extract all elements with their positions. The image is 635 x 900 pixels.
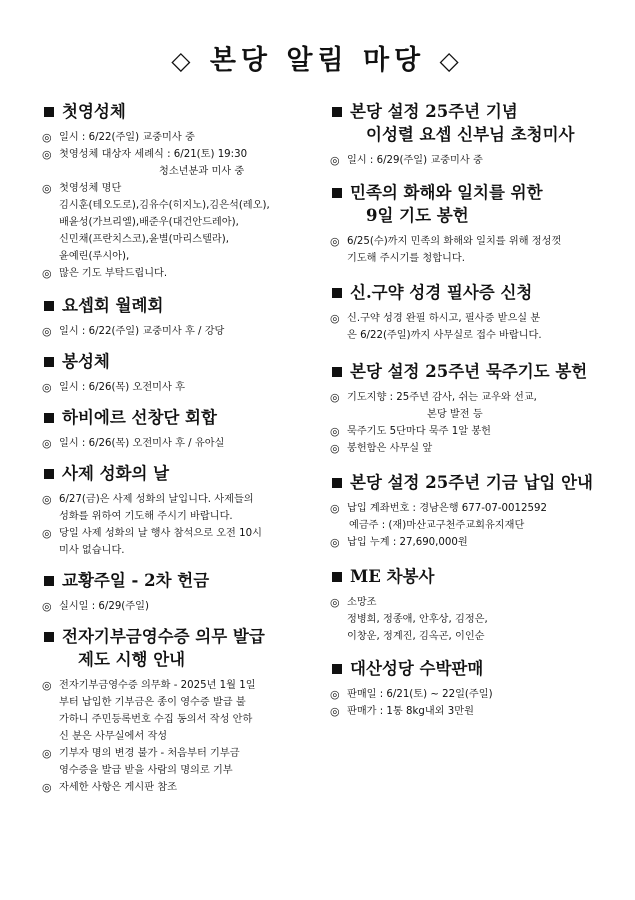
double-circle-bullet-icon: ◎	[330, 312, 340, 325]
notice-text: 본당 발전 등	[427, 409, 483, 420]
notice-section	[42, 294, 310, 340]
double-circle-bullet-icon: ◎	[42, 493, 52, 506]
notice-text: 일시 : 6/22(주일) 교중미사 후 / 강당	[59, 326, 225, 337]
notice-text: 6/25(수)까지 민족의 화해와 일치를 위해 정성껏	[347, 236, 562, 247]
double-circle-bullet-icon: ◎	[330, 235, 340, 248]
notice-text: 일시 : 6/29(주일) 교중미사 중	[347, 155, 483, 166]
double-circle-bullet-icon: ◎	[42, 747, 52, 760]
diamond-left-icon: ◇	[171, 46, 196, 75]
double-circle-bullet-icon: ◎	[42, 437, 52, 450]
notice-text: 일시 : 6/22(주일) 교중미사 중	[59, 132, 195, 143]
notice-text: 예금주 : (재)마산교구천주교회유지재단	[349, 520, 525, 531]
square-bullet-icon	[332, 478, 342, 488]
notice-text: 배윤성(가브리엘),배준우(대건안드레아),	[59, 217, 239, 228]
double-circle-bullet-icon: ◎	[42, 182, 52, 195]
notice-text: 봉헌함은 사무실 앞	[347, 443, 433, 454]
notice-item	[42, 379, 310, 396]
notice-item	[330, 534, 600, 551]
notice-item	[42, 180, 310, 265]
section-heading-text: 교황주일 - 2차 헌금	[62, 571, 210, 590]
notice-text: 청소년분과 미사 중	[159, 166, 245, 177]
notice-text: 정병희, 정종애, 안후상, 김정은,	[347, 614, 488, 625]
notice-item	[42, 677, 310, 745]
page-title-text: 본당 알림 마당	[209, 45, 426, 76]
double-circle-bullet-icon: ◎	[42, 527, 52, 540]
section-heading-text: 첫영성체	[62, 102, 126, 121]
notice-item	[42, 129, 310, 146]
notice-text: 김시훈(테오도로),김유수(히지노),김은석(레오),	[59, 200, 270, 211]
section-heading-text: 본당 설정 25주년 기금 납입 안내	[350, 473, 593, 492]
square-bullet-icon	[332, 288, 342, 298]
square-bullet-icon	[332, 572, 342, 582]
double-circle-bullet-icon: ◎	[330, 154, 340, 167]
section-heading	[330, 181, 600, 227]
notice-section	[42, 625, 310, 796]
notice-text: 묵주기도 5단마다 묵주 1알 봉헌	[347, 426, 492, 437]
notice-item	[330, 389, 600, 423]
notice-section	[42, 569, 310, 615]
notice-text: 일시 : 6/26(목) 오전미사 후	[59, 382, 185, 393]
notice-text: 판매가 : 1통 8kg내외 3만원	[347, 706, 474, 717]
notice-item	[330, 686, 600, 703]
notice-section	[330, 100, 600, 169]
double-circle-bullet-icon: ◎	[42, 131, 52, 144]
section-heading-text: 하비에르 선창단 회합	[62, 408, 217, 427]
square-bullet-icon	[44, 301, 54, 311]
notice-item	[42, 745, 310, 779]
notice-text: 판매일 : 6/21(토) ~ 22일(주일)	[347, 689, 493, 700]
notice-text: 신민채(프란치스코),윤별(마리스텔라),	[59, 234, 229, 245]
double-circle-bullet-icon: ◎	[330, 391, 340, 404]
notice-text: 은 6/22(주일)까지 사무실로 접수 바랍니다.	[347, 330, 542, 341]
square-bullet-icon	[44, 632, 54, 642]
square-bullet-icon	[332, 664, 342, 674]
section-heading	[42, 569, 310, 592]
section-heading	[42, 406, 310, 429]
notice-item	[42, 323, 310, 340]
notice-item	[42, 491, 310, 525]
notice-text: 당일 사제 성화의 날 행사 참석으로 오전 10시	[59, 528, 262, 539]
notice-text: 첫영성체 명단	[59, 183, 122, 194]
notice-section	[330, 181, 600, 267]
section-heading	[330, 360, 600, 383]
section-heading	[330, 281, 600, 304]
section-heading	[330, 471, 600, 494]
double-circle-bullet-icon: ◎	[330, 536, 340, 549]
square-bullet-icon	[44, 469, 54, 479]
notice-text: 성화를 위하여 기도해 주시기 바랍니다.	[59, 511, 233, 522]
section-heading-text: 본당 설정 25주년 묵주기도 봉헌	[350, 362, 588, 381]
page-title	[0, 38, 635, 77]
notice-section	[42, 462, 310, 559]
section-heading-text: 신.구약 성경 필사증 신청	[350, 283, 533, 302]
notice-text: 6/27(금)은 사제 성화의 날입니다. 사제들의	[59, 494, 254, 505]
notice-section	[330, 657, 600, 720]
square-bullet-icon	[44, 107, 54, 117]
notice-item	[330, 233, 600, 267]
notice-text: 기부자 명의 변경 불가 - 처음부터 기부금	[59, 748, 240, 759]
double-circle-bullet-icon: ◎	[330, 502, 340, 515]
notice-text: 전자기부금영수증 의무화 - 2025년 1월 1일	[59, 680, 256, 691]
notice-item	[330, 423, 600, 440]
notice-item	[330, 152, 600, 169]
notice-item	[42, 146, 310, 180]
notice-text: 기도지향 : 25주년 감사, 쉬는 교우와 선교,	[347, 392, 537, 403]
section-heading	[42, 100, 310, 123]
section-heading-text: 9일 기도 봉헌	[366, 206, 469, 225]
double-circle-bullet-icon: ◎	[42, 600, 52, 613]
section-heading-text: 대산성당 수박판매	[350, 659, 484, 678]
notice-item	[42, 598, 310, 615]
notice-text: 납입 계좌번호 : 경남은행 677-07-0012592	[347, 503, 547, 514]
double-circle-bullet-icon: ◎	[42, 679, 52, 692]
notice-item	[330, 440, 600, 457]
notice-section	[330, 360, 600, 457]
section-heading-text: 봉성체	[62, 352, 110, 371]
notice-text: 신 분은 사무실에서 작성	[59, 731, 168, 742]
notice-item	[42, 435, 310, 452]
section-heading	[42, 294, 310, 317]
notice-section	[42, 350, 310, 396]
notice-text: 일시 : 6/26(목) 오전미사 후 / 유아실	[59, 438, 225, 449]
notice-text: 많은 기도 부탁드립니다.	[59, 268, 168, 279]
section-heading-text: 본당 설정 25주년 기념	[350, 102, 518, 121]
section-heading	[42, 350, 310, 373]
notice-text: 실시일 : 6/29(주일)	[59, 601, 149, 612]
double-circle-bullet-icon: ◎	[330, 705, 340, 718]
notice-section	[330, 471, 600, 551]
notice-item	[330, 703, 600, 720]
double-circle-bullet-icon: ◎	[330, 596, 340, 609]
right-column	[330, 100, 600, 730]
section-heading	[330, 565, 600, 588]
section-heading-text: 이성렬 요셉 신부님 초청미사	[366, 125, 575, 144]
section-heading-text: ME 차봉사	[350, 567, 435, 586]
notice-item	[42, 779, 310, 796]
section-heading	[42, 462, 310, 485]
double-circle-bullet-icon: ◎	[42, 148, 52, 161]
diamond-right-icon: ◇	[439, 46, 464, 75]
double-circle-bullet-icon: ◎	[330, 688, 340, 701]
section-heading-text: 요셉회 월례회	[62, 296, 164, 315]
square-bullet-icon	[44, 357, 54, 367]
double-circle-bullet-icon: ◎	[42, 781, 52, 794]
notice-item	[42, 265, 310, 282]
notice-item	[42, 525, 310, 559]
notice-text: 이창운, 정계진, 김옥곤, 이인순	[347, 631, 485, 642]
notice-text: 영수증을 발급 받을 사람의 명의로 기부	[59, 765, 233, 776]
notice-text: 부터 납입한 기부금은 종이 영수증 발급 불	[59, 697, 246, 708]
notice-text: 소망조	[347, 597, 377, 608]
double-circle-bullet-icon: ◎	[42, 325, 52, 338]
notice-text: 신.구약 성경 완필 하시고, 필사증 받으실 분	[347, 313, 541, 324]
double-circle-bullet-icon: ◎	[330, 442, 340, 455]
square-bullet-icon	[332, 188, 342, 198]
section-heading-text: 전자기부금영수증 의무 발급	[62, 627, 265, 646]
notice-item	[330, 500, 600, 534]
notice-section	[42, 100, 310, 282]
section-heading	[330, 100, 600, 146]
notice-text: 미사 없습니다.	[59, 545, 125, 556]
notice-section	[42, 406, 310, 452]
double-circle-bullet-icon: ◎	[42, 381, 52, 394]
notice-text: 첫영성체 대상자 세례식 : 6/21(토) 19:30	[59, 149, 248, 160]
notice-section	[330, 281, 600, 344]
double-circle-bullet-icon: ◎	[42, 267, 52, 280]
section-heading-text: 제도 시행 안내	[78, 650, 186, 669]
notice-item	[330, 594, 600, 645]
notice-text: 납입 누계 : 27,690,000원	[347, 537, 468, 548]
square-bullet-icon	[332, 107, 342, 117]
notice-section	[330, 565, 600, 645]
left-column	[42, 100, 310, 806]
notice-item	[330, 310, 600, 344]
notice-text: 가하니 주민등록번호 수집 동의서 작성 안하	[59, 714, 253, 725]
section-heading	[330, 657, 600, 680]
notice-text: 윤예린(루시아),	[59, 251, 130, 262]
double-circle-bullet-icon: ◎	[330, 425, 340, 438]
notice-text: 자세한 사항은 게시판 참조	[59, 782, 177, 793]
square-bullet-icon	[44, 576, 54, 586]
section-heading-text: 민족의 화해와 일치를 위한	[350, 183, 543, 202]
section-heading	[42, 625, 310, 671]
square-bullet-icon	[332, 367, 342, 377]
notice-text: 기도해 주시기를 청합니다.	[347, 253, 465, 264]
square-bullet-icon	[44, 413, 54, 423]
section-heading-text: 사제 성화의 날	[62, 464, 170, 483]
